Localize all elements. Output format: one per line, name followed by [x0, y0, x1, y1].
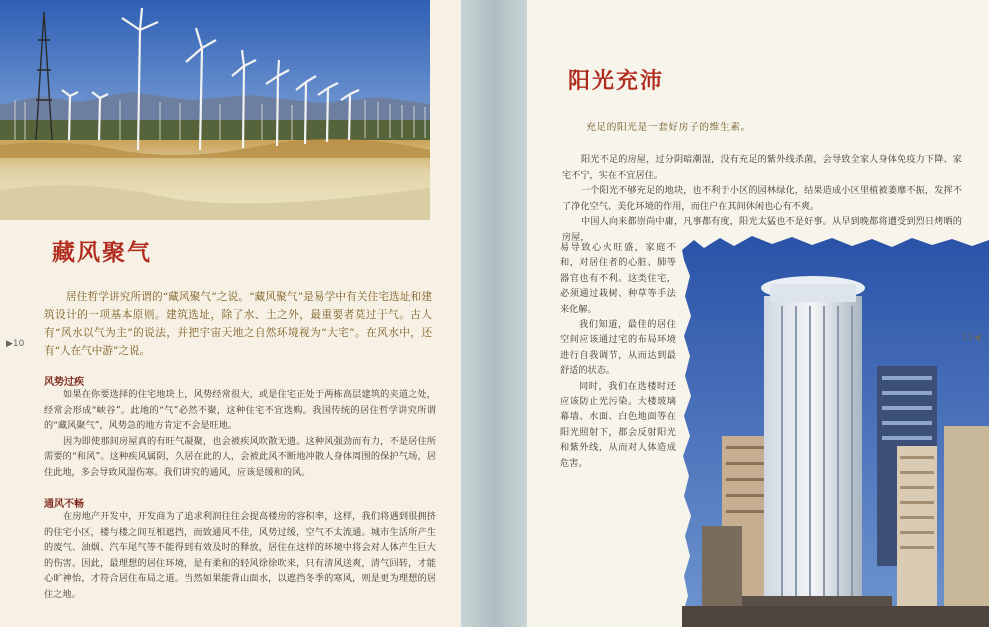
- paragraph: 如果在你要选择的住宅地块上，风势经常很大，或是住宅正处于两栋高层建筑的夹道之处，经常会形成“峡谷”。此地的“气”必然不聚，这种住宅不宜选购。我国传统的居住哲学讲究所谓的“藏风聚气”，风势急的地方肯定不会是旺地。: [44, 389, 436, 432]
- windmill-field-photo: [0, 0, 430, 220]
- page-title: 藏风聚气: [52, 239, 152, 266]
- paragraph: 一个阳光不够充足的地块，也不利于小区的园林绿化，结果造成小区里植被萎靡不振，发挥不了净化空气、美化环境的作用，而住户在其间休闲也心有不爽。: [562, 185, 962, 212]
- intro-paragraph: 居住哲学讲究所谓的“藏风聚气”之说。“藏风聚气”是易学中有关住宅选址和建筑设计的一项基本原则。建筑选址，除了水、土之外，最重要者莫过于气。古人有“风水以气为主”的说法，并把宇宙天地之自然环境视为“大宅”。在风水中，还有“人在气中游”之说。: [44, 291, 432, 357]
- top-body: [562, 152, 962, 246]
- city-skyscraper-photo: [682, 236, 989, 627]
- left-page: [0, 0, 461, 627]
- paragraph: 我们知道，最佳的居住空间应该通过宅的布局环境进行自我调节，从而达到最舒适的状态。: [560, 319, 676, 377]
- section-heading: 通风不畅: [44, 499, 84, 510]
- paragraph: 易导致心火旺盛，家庭不和，对居住者的心脏、肺等器官也有不利。这类住宅，必须通过栽树、种草等手法来化解。: [560, 242, 676, 315]
- paragraph: 在房地产开发中，开发商为了追求利润往往会提高楼房的容积率，这样，我们将遇到很拥挤的住宅小区，楼与楼之间互相遮挡，而致通风不佳，风势过缓，空气不太流通。城市生活所产生的废气、油烟、汽车尾气等不能得到有效及时的释放，居住在这样的环境中将会对人体产生巨大的伤害。因此，最理想的居住环境，是有柔和的轻风徐徐吹来，只有清风送爽，清气回转，才能心旷神怡，才符合居住布局之道。当然如果能背山面水，以遮挡冬季的寒风，则是更为理想的居住之地。: [44, 511, 436, 600]
- section-body: [44, 387, 436, 481]
- page-title: 阳光充沛: [568, 68, 665, 94]
- book-gutter: [461, 0, 527, 627]
- paragraph: 同时，我们在选楼时还应该防止光污染。大楼玻璃幕墙、水面、白色地面等在阳光照射下，都会反射阳光和紫外线，从而对人体造成危害。: [560, 380, 676, 469]
- paragraph: 阳光不足的房屋，过分阴暗潮湿，没有充足的紫外线杀菌，会导致全家人身体免疫力下降、家宅不宁，实在不宜居住。: [562, 154, 962, 181]
- paragraph: 因为即使那间房屋真的有旺气凝聚，也会被疾风吹散无遗。这种风强劲而有力，不是居住所需要的“和风”。这种疾风属阴，久居在此的人，会被此风不断地冲散人身体周围的保护气场，居住此地，多会导致风湿伤寒。我们讲究的通风，应该是缓和的风。: [44, 435, 436, 478]
- section-body: [44, 509, 436, 603]
- column-body: [560, 240, 676, 471]
- intro-line: 充足的阳光是一套好房子的维生素。: [586, 122, 751, 133]
- paragraph: 中国人向来都崇尚中庸，凡事都有度，阳光太猛也不是好事。从早到晚都将遭受到烈日烤晒的房屋，: [562, 216, 962, 243]
- page-number: ▶10: [6, 339, 25, 349]
- page-number: 11◀: [962, 333, 981, 343]
- section-heading: 风势过疾: [44, 377, 84, 388]
